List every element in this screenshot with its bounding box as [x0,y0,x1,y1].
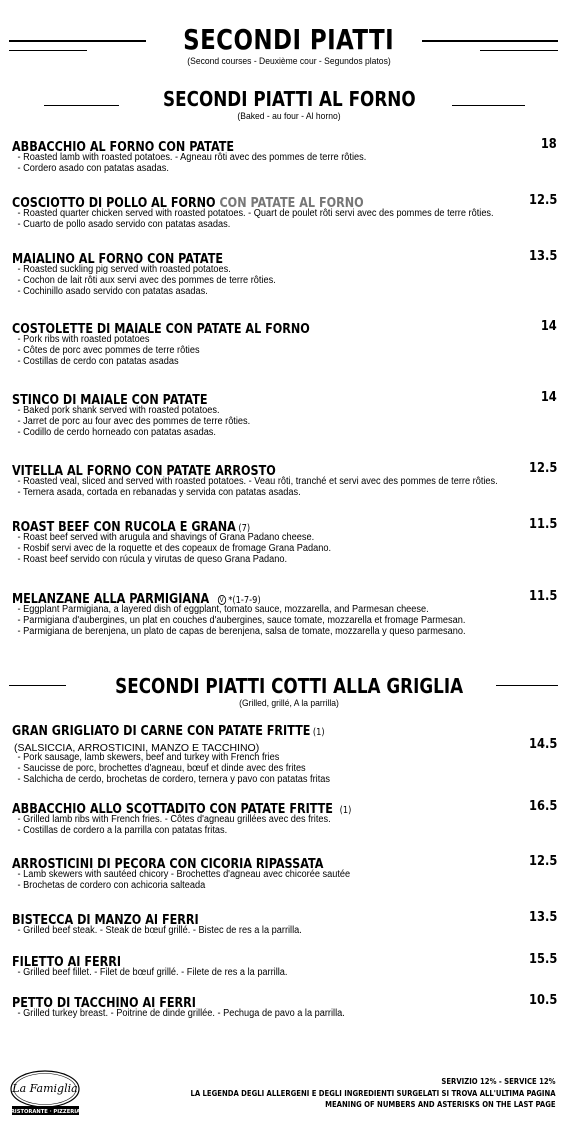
item-price: 12.5 [528,460,557,476]
item-description: - Grilled beef fillet. - Filet de bœuf grillé. - Filete de res a la parrilla. [17,967,288,978]
logo-band: RISTORANTE · PIZZERIA [10,1108,81,1115]
item-description: - Costillas de cordero a la parrilla con patatas fritas. [17,825,228,837]
item-price: 11.5 [528,588,557,604]
item-name: BISTECCA DI MANZO AI FERRI [12,912,199,928]
section-rule-right [496,685,558,686]
item-name: ARROSTICINI DI PECORA CON CICORIA RIPASSATA [12,856,324,872]
item-name: MELANZANE ALLA PARMIGIANA V *(1-7-9) [12,591,261,607]
title-rule-right-short [480,50,558,51]
allergen-tag: (1) [312,727,325,738]
menu-item [12,853,557,891]
title-rule-right [422,40,558,42]
item-description: - Jarret de porc au four avec des pommes de terre rôties. [17,416,251,428]
section-rule-left [9,685,66,686]
item-description: - Brochetas de cordero con achicoria salteada [17,880,206,892]
menu-item [12,516,557,566]
item-price: 16.5 [528,798,557,814]
menu-item [12,318,557,368]
vegetarian-icon: V [217,595,225,605]
item-price: 11.5 [528,516,557,532]
menu-item [12,248,557,298]
item-description: - Costillas de cerdo con patatas asadas [17,356,179,368]
item-name: FILETTO AI FERRI [12,954,122,970]
menu-item [12,798,557,836]
item-description: - Rosbif servi avec de la roquette et des copeaux de fromage Grana Padano. [17,543,332,555]
logo-script: La Famiglia [12,1082,78,1095]
section-header-griglia [0,674,578,710]
item-name: MAIALINO AL FORNO CON PATATE [12,251,223,267]
menu-item [12,951,557,978]
menu-item [12,720,557,786]
item-description: - Pork sausage, lamb skewers, beef and turkey with French fries [17,752,280,763]
item-name: ABBACCHIO ALLO SCOTTADITO CON PATATE FRITTE (1) [12,801,352,817]
item-description: - Saucisse de porc, brochettes d'agneau, bœuf et dinde avec des frites [17,763,306,775]
item-name: ABBACCHIO AL FORNO CON PATATE [12,139,235,155]
allergen-notice: LA LEGENDA DEGLI ALLERGENI E DEGLI INGREDIENTI SURGELATI SI TROVA ALL'ULTIMA PAGINA [190,1088,556,1098]
item-description: - Roasted veal, sliced and served with roasted potatoes. - Veau rôti, tranché et servi avec des pommes de terre rôties. [17,476,498,487]
item-description: - Roasted suckling pig served with roasted potatoes. [17,264,231,275]
service-charge: SERVIZIO 12% - SERVICE 12% [441,1077,556,1086]
allergen-tag: (7) [238,523,251,534]
item-description: - Codillo de cerdo horneado con patatas asadas. [17,427,216,439]
section-rule-right [452,105,525,106]
item-description: - Roasted lamb with roasted potatoes. - Agneau rôti avec des pommes de terre rôties. [17,152,367,163]
item-name: VITELLA AL FORNO CON PATATE ARROSTO [12,463,276,479]
item-price: 14 [541,318,557,334]
item-description: - Pork ribs with roasted potatoes [17,334,150,345]
item-price: 14.5 [528,736,557,752]
item-price: 15.5 [528,951,557,967]
page-title: SECONDI PIATTI [183,23,395,56]
item-description: - Cochinillo asado servido con patatas asadas. [17,286,208,298]
section-title: SECONDI PIATTI AL FORNO [162,87,416,111]
item-description: - Côtes de porc avec pommes de terre rôties [17,345,200,357]
item-name: ROAST BEEF CON RUCOLA E GRANA (7) [12,519,251,535]
section-header-forno [0,87,578,123]
item-name: COSCIOTTO DI POLLO AL FORNO CON PATATE AL FORNO [12,195,364,211]
item-description: - Grilled beef steak. - Steak de bœuf grillé. - Bistec de res a la parrilla. [17,925,302,936]
item-description: - Roast beef served with arugula and shavings of Grana Padano cheese. [17,532,315,543]
section-subtitle: (Grilled, grillé, A la parrilla) [239,698,339,709]
logo-icon [8,1069,83,1117]
item-description: - Eggplant Parmigiana, a layered dish of eggplant, tomato sauce, mozzarella, and Parmesan cheese. [17,604,429,615]
item-name: STINCO DI MAIALE CON PATATE [12,392,208,408]
menu-item [12,909,557,936]
legend-notice: MEANING OF NUMBERS AND ASTERISKS ON THE LAST PAGE [325,1100,556,1109]
menu-item [12,588,557,638]
allergen-tag: (1) [339,805,352,816]
section-rule-left [44,105,119,106]
item-price: 14 [541,389,557,405]
item-name-grey: CON PATATE AL FORNO [219,195,364,211]
title-rule-left-short [9,50,87,51]
item-name: COSTOLETTE DI MAIALE CON PATATE AL FORNO [12,321,310,337]
title-rule-left [9,40,146,42]
item-description: - Grilled lamb ribs with French fries. - Côtes d'agneau grillées avec des frites. [17,814,331,825]
item-description: - Cordero asado con patatas asadas. [17,163,169,175]
item-price: 18 [541,136,557,152]
footer-notes [131,1076,556,1111]
item-subname: (SALSICCIA, ARROSTICINI, MANZO E TACCHINO) [14,742,260,754]
menu-item [12,460,557,498]
item-price: 13.5 [528,909,557,925]
item-name: PETTO DI TACCHINO AI FERRI [12,995,196,1011]
item-price: 12.5 [528,192,557,208]
item-name: GRAN GRIGLIATO DI CARNE CON PATATE FRITTE (1) [12,723,325,739]
item-description: - Baked pork shank served with roasted potatoes. [17,405,220,416]
item-description: - Lamb skewers with sautéed chicory - Brochettes d'agneau avec chicorée sautée [17,869,351,880]
item-description: - Ternera asada, cortada en rebanadas y servida con patatas asadas. [17,487,301,499]
item-price: 12.5 [528,853,557,869]
menu-item [12,389,557,439]
item-description: - Parmigiana de berenjena, un plato de capas de berenjena, salsa de tomate, mozzarella y queso parmesano. [17,626,466,638]
item-description: - Roast beef servido con rúcula y virutas de queso Grana Padano. [17,554,288,566]
menu-header [0,24,578,68]
item-price: 10.5 [528,992,557,1008]
item-description: - Parmigiana d'aubergines, un plat en couches d'aubergines, sauce tomate, mozzarella et fromage Parmesan. [17,615,466,627]
section-title: SECONDI PIATTI COTTI ALLA GRIGLIA [115,674,463,698]
item-price: 13.5 [528,248,557,264]
item-description: - Cuarto de pollo asado servido con patatas asadas. [17,219,231,231]
allergen-tag: *(1-7-9) [228,595,261,606]
item-description: - Cochon de lait rôti aux servi avec des pommes de terre rôties. [17,275,276,287]
menu-item [12,192,557,230]
restaurant-logo [8,1069,83,1117]
item-description: - Roasted quarter chicken served with roasted potatoes. - Quart de poulet rôti servi avec des pommes de terre rôties. [17,208,494,219]
item-description: - Salchicha de cerdo, brochetas de cordero, ternera y pavo con patatas fritas [17,774,330,786]
menu-item [12,136,557,174]
item-description: - Grilled turkey breast. - Poitrine de dinde grillée. - Pechuga de pavo a la parrilla. [17,1008,345,1019]
page-subtitle: (Second courses - Deuxième cour - Segundos platos) [187,56,391,67]
menu-item [12,992,557,1019]
section-subtitle: (Baked - au four - Al horno) [237,111,341,122]
